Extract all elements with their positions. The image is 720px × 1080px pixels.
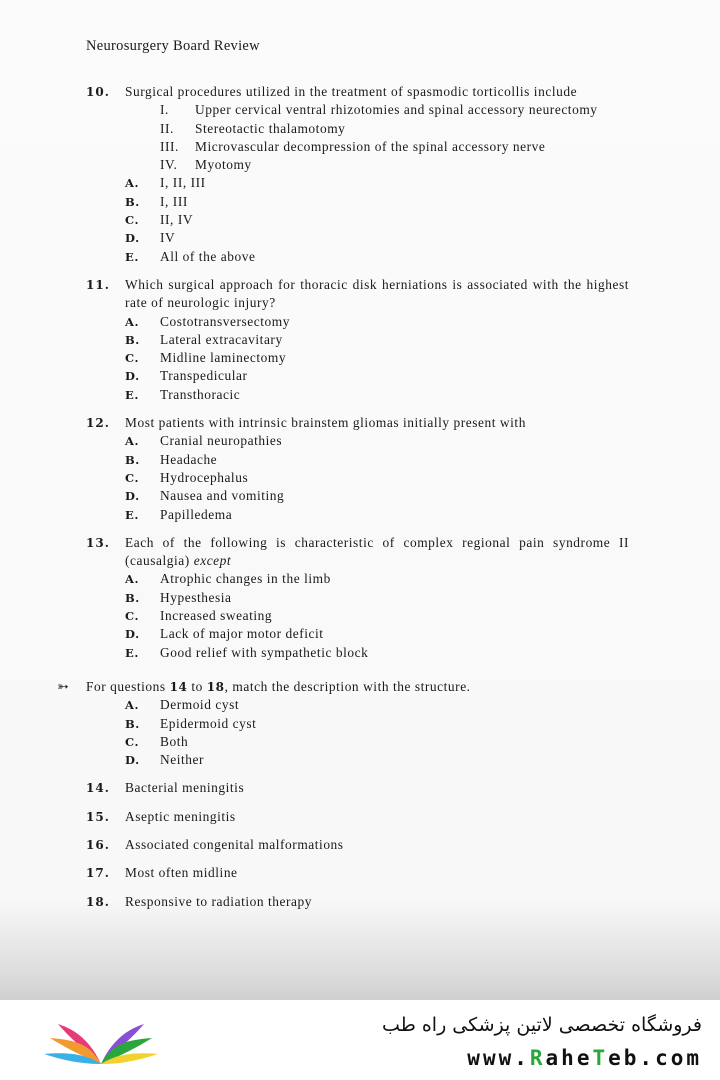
option-letter: C. (125, 734, 140, 749)
roman-text: Upper cervical ventral rhizotomies and spinal accessory neurectomy (195, 102, 598, 118)
answer-option (0, 248, 720, 266)
option-letter: A. (125, 176, 140, 191)
instruction-to-word: to (191, 678, 203, 694)
item-number: 18. (86, 894, 110, 909)
option-letter: B. (125, 590, 140, 605)
option-text: Transthoracic (160, 386, 241, 402)
url-prefix: www. (467, 1046, 530, 1070)
roman-item (0, 120, 720, 138)
url-letter-r: R (529, 1046, 546, 1070)
option-letter: C. (125, 213, 140, 228)
answer-option (0, 211, 720, 229)
option-letter: C. (125, 609, 140, 624)
option-text: I, II, III (160, 175, 206, 191)
option-text: All of the above (160, 248, 256, 264)
answer-option (0, 570, 720, 588)
answer-option (0, 751, 720, 769)
option-letter: D. (125, 627, 140, 642)
item-number: 17. (86, 866, 110, 881)
answer-option (0, 506, 720, 524)
option-letter: E. (125, 645, 139, 660)
answer-option (0, 625, 720, 643)
option-text: Nausea and vomiting (160, 488, 285, 504)
roman-item (0, 156, 720, 174)
roman-text: Stereotactic thalamotomy (195, 120, 346, 136)
option-letter: C. (125, 470, 140, 485)
watermark-footer (0, 1000, 720, 1080)
answer-option (0, 313, 720, 331)
matching-block (0, 678, 720, 769)
roman-numeral: IV. (160, 157, 178, 173)
option-text: Dermoid cyst (160, 697, 240, 713)
option-text: Increased sweating (160, 608, 273, 624)
matching-item-17 (0, 864, 720, 882)
url-segment: ahe (545, 1046, 593, 1070)
question-emphasis: except (193, 553, 232, 569)
option-letter: A. (125, 698, 140, 713)
question-number: 13. (86, 535, 110, 550)
matching-item-18 (0, 893, 720, 911)
question-13 (0, 534, 720, 662)
option-text: Papilledema (160, 506, 233, 522)
item-text: Most often midline (125, 865, 238, 881)
question-10 (0, 83, 720, 266)
answer-option (0, 349, 720, 367)
page-content (0, 83, 720, 921)
answer-option (0, 589, 720, 607)
option-letter: B. (125, 452, 140, 467)
answer-option (0, 174, 720, 192)
roman-item (0, 138, 720, 156)
item-number: 15. (86, 809, 110, 824)
answer-option (0, 386, 720, 404)
url-segment: eb (608, 1046, 640, 1070)
item-text: Responsive to radiation therapy (125, 893, 312, 909)
url-suffix: .com (639, 1046, 702, 1070)
answer-option (0, 644, 720, 662)
option-text: II, IV (160, 212, 194, 228)
option-text: Lack of major motor deficit (160, 626, 324, 642)
option-text: Hypesthesia (160, 589, 232, 605)
roman-numeral: III. (160, 138, 179, 154)
url-letter-t: T (592, 1046, 609, 1070)
option-letter: D. (125, 753, 140, 768)
question-text: Most patients with intrinsic brainstem gliomas initially present with (125, 415, 526, 431)
option-text: Transpedicular (160, 368, 248, 384)
matching-item-16 (0, 836, 720, 854)
question-number: 10. (86, 85, 110, 99)
question-text: Which surgical approach for thoracic disk herniations is associated with the highest rate of neurologic injury? (125, 276, 629, 311)
option-text: Epidermoid cyst (160, 715, 257, 731)
option-text: Both (160, 733, 189, 749)
matching-item-15 (0, 808, 720, 826)
question-text (125, 534, 629, 571)
option-text: IV (160, 230, 176, 246)
matching-instruction (86, 678, 471, 696)
option-text: Headache (160, 451, 218, 467)
item-number: 16. (86, 837, 110, 852)
item-number: 14. (86, 781, 110, 796)
answer-option (0, 696, 720, 714)
question-text-body: Each of the following is characteristic of complex regional pain syndrome II (causalgia) (125, 534, 629, 569)
option-text: Costotransversectomy (160, 313, 291, 329)
open-book-logo-icon (40, 1014, 162, 1072)
option-letter: A. (125, 314, 140, 329)
running-header: Neurosurgery Board Review (86, 38, 260, 54)
option-letter: B. (125, 716, 140, 731)
answer-option (0, 229, 720, 247)
roman-numeral: I. (160, 102, 169, 118)
question-12 (0, 414, 720, 524)
option-letter: E. (125, 387, 139, 402)
option-letter: E. (125, 507, 139, 522)
answer-option (0, 715, 720, 733)
item-text: Associated congenital malformations (125, 836, 344, 852)
option-letter: A. (125, 434, 140, 449)
instruction-to: 18 (206, 679, 225, 694)
option-letter: E. (125, 249, 139, 264)
answer-option (0, 432, 720, 450)
instruction-suffix: , match the description with the structure. (224, 678, 471, 694)
item-text: Bacterial meningitis (125, 780, 245, 796)
option-text: Good relief with sympathetic block (160, 644, 369, 660)
roman-text: Microvascular decompression of the spinal accessory nerve (195, 138, 546, 154)
option-text: Midline laminectomy (160, 350, 287, 366)
answer-option (0, 487, 720, 505)
website-url (467, 1046, 702, 1070)
option-text: Atrophic changes in the limb (160, 571, 331, 587)
roman-text: Myotomy (195, 157, 252, 173)
option-text: Lateral extracavitary (160, 331, 283, 347)
answer-option (0, 367, 720, 385)
answer-option (0, 733, 720, 751)
roman-numeral: II. (160, 120, 174, 136)
option-text: Cranial neuropathies (160, 433, 283, 449)
answer-option (0, 193, 720, 211)
option-letter: D. (125, 369, 140, 384)
item-text: Aseptic meningitis (125, 808, 236, 824)
option-text: Neither (160, 752, 205, 768)
shop-name: فروشگاه تخصصی لاتین پزشکی راه طب (382, 1014, 702, 1036)
option-letter: B. (125, 332, 140, 347)
option-letter: D. (125, 489, 140, 504)
option-text: I, III (160, 193, 188, 209)
question-11 (0, 276, 720, 404)
answer-option (0, 469, 720, 487)
answer-option (0, 607, 720, 625)
instruction-prefix: For questions (86, 678, 166, 694)
matching-item-14 (0, 779, 720, 797)
option-text: Hydrocephalus (160, 469, 249, 485)
option-letter: C. (125, 351, 140, 366)
roman-item (0, 101, 720, 119)
pointing-arrow-icon: ➳ (57, 678, 70, 695)
answer-option (0, 451, 720, 469)
question-number: 11. (86, 277, 110, 292)
question-number: 12. (86, 416, 110, 431)
answer-option (0, 331, 720, 349)
option-letter: D. (125, 231, 140, 246)
option-letter: B. (125, 194, 140, 209)
instruction-from: 14 (169, 679, 188, 694)
question-text: Surgical procedures utilized in the treatment of spasmodic torticollis include (125, 84, 578, 99)
option-letter: A. (125, 572, 140, 587)
